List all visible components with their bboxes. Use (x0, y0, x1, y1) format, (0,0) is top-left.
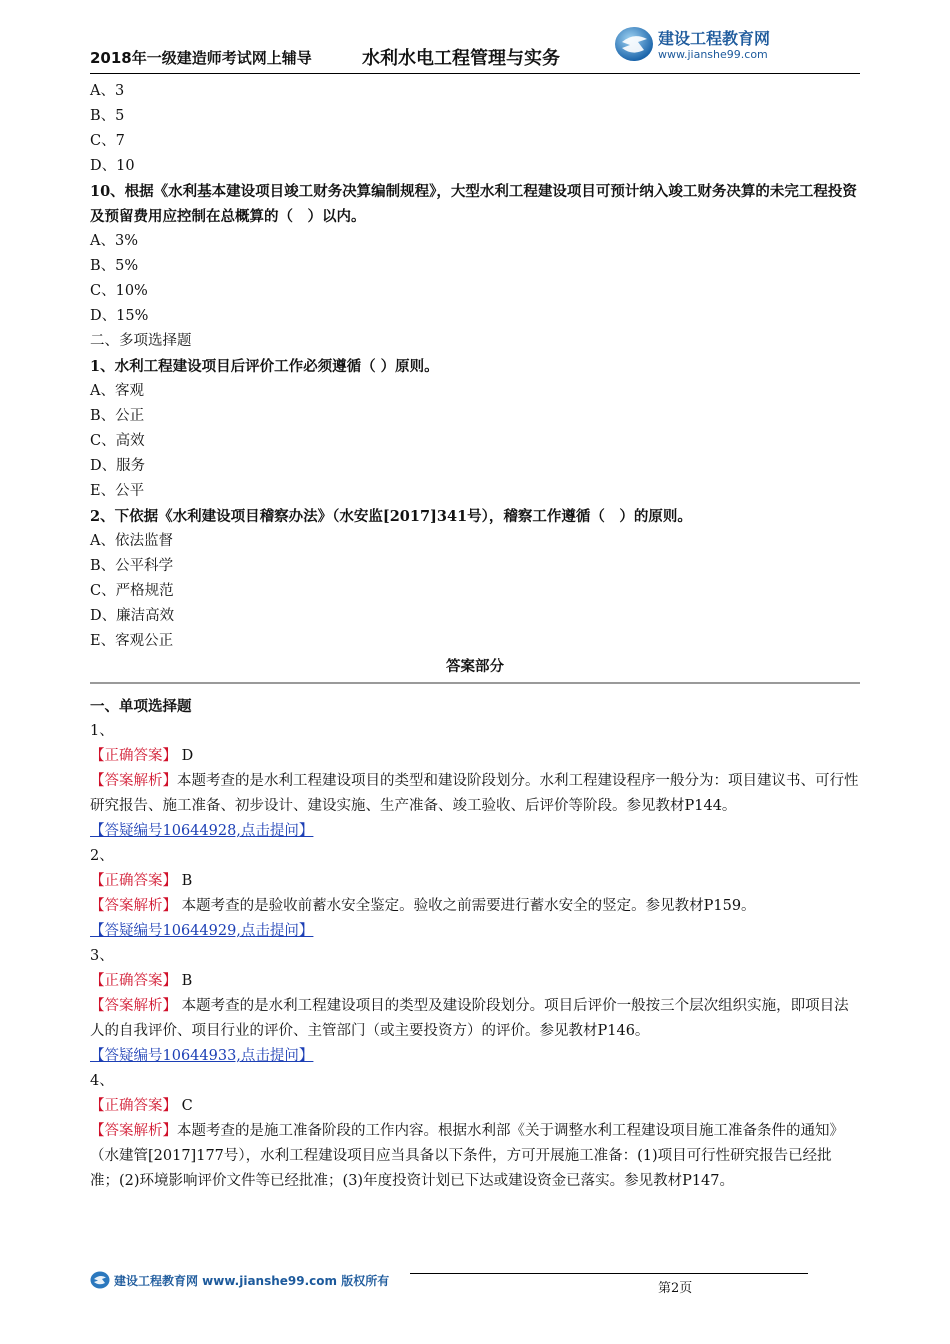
logo-title: 建设工程教育网 (658, 29, 771, 48)
answer-3-ask-link[interactable]: 【答疑编号10644933,点击提问】 (90, 1048, 314, 1064)
mq1-option-a: A、客观 (90, 383, 144, 399)
q9-option-c: C、7 (90, 133, 125, 149)
q9-option-d: D、10 (90, 158, 135, 174)
globe-logo-icon (90, 1270, 110, 1290)
analysis-label: 【答案解析】 (90, 1123, 177, 1139)
mq1-option-b: B、公正 (90, 408, 145, 424)
header-divider (90, 73, 860, 74)
answer-4-correct (90, 1094, 860, 1119)
analysis-label: 【答案解析】 (90, 898, 177, 914)
answer-1-analysis (90, 769, 860, 819)
answer-1-correct (90, 744, 860, 769)
mq2-option-a: A、依法监督 (90, 533, 173, 549)
answer-1-number: 1、 (90, 723, 114, 739)
page-number: 第2页 (658, 1281, 693, 1296)
correct-answer-label: 【正确答案】 (90, 1098, 177, 1114)
answer-2-ask-link[interactable]: 【答疑编号10644929,点击提问】 (90, 923, 314, 939)
q9-option-b: B、5 (90, 108, 125, 124)
analysis-label: 【答案解析】 (90, 998, 177, 1014)
answers-section-single: 一、单项选择题 (90, 698, 192, 715)
q10-option-b: B、5% (90, 258, 139, 274)
answer-1-value: D (181, 748, 194, 764)
mq1-stem: 1、水利工程建设项目后评价工作必须遵循（ ）原则。 (90, 358, 439, 375)
q10-option-c: C、10% (90, 283, 148, 299)
globe-logo-icon (614, 24, 654, 64)
correct-answer-label: 【正确答案】 (90, 748, 177, 764)
q9-option-a: A、3 (90, 83, 125, 99)
answer-3-correct (90, 969, 860, 994)
answer-3-analysis (90, 994, 860, 1044)
q10-stem: 10、根据《水利基本建设项目竣工财务决算编制规程》，大型水利工程建设项目可预计纳入竣工财务决算的未完工程投资及预留费用应控制在总概算的（ ）以内。 (90, 183, 857, 225)
mq1-option-e: E、公平 (90, 483, 145, 499)
logo-url: www.jianshe99.com (658, 48, 768, 61)
answer-2-correct (90, 869, 860, 894)
answer-4-analysis (90, 1119, 860, 1194)
mq2-option-c: C、严格规范 (90, 583, 174, 599)
answer-3-number: 3、 (90, 948, 114, 964)
mq2-option-b: B、公平科学 (90, 558, 174, 574)
answer-2-analysis-text: 本题考查的是验收前蓄水安全鉴定。验收之前需要进行蓄水安全的竖定。参见教材P159。 (181, 898, 756, 914)
answer-1-ask-link[interactable]: 【答疑编号10644928,点击提问】 (90, 823, 314, 839)
footer-copyright: 建设工程教育网 www.jianshe99.com 版权所有 (114, 1274, 390, 1288)
answer-2-analysis (90, 894, 860, 919)
section-multiple-choice: 二、多项选择题 (90, 333, 192, 349)
q10-option-d: D、15% (90, 308, 149, 324)
mq1-option-d: D、服务 (90, 458, 146, 474)
answer-3-value: B (181, 973, 193, 989)
correct-answer-label: 【正确答案】 (90, 973, 177, 989)
answer-2-number: 2、 (90, 848, 114, 864)
answer-4-analysis-text: 本题考查的是施工准备阶段的工作内容。根据水利部《关于调整水利工程建设项目施工准备条件的通知》（水建管[2017]177号），水利工程建设项目应当具备以下条件，方可开展施工准备：(1)项目可行性研究报告已经批准；(2)环境影响评价文件等已经批准；(3)年度投资计划已下达或建设资金已落实。参见教材P147。 (90, 1123, 844, 1189)
page-footer (90, 1268, 860, 1298)
mq2-option-e: E、客观公正 (90, 633, 174, 649)
answer-4-value: C (181, 1098, 193, 1114)
header-exam-title: 2018年一级建造师考试网上辅导 (90, 49, 312, 67)
site-logo[interactable] (614, 24, 790, 64)
correct-answer-label: 【正确答案】 (90, 873, 177, 889)
answers-title: 答案部分 (446, 658, 504, 675)
answers-divider (90, 682, 860, 684)
mq2-option-d: D、廉洁高效 (90, 608, 175, 624)
header-subject: 水利水电工程管理与实务 (362, 48, 560, 69)
answer-3-analysis-text: 本题考查的是水利工程建设项目的类型及建设阶段划分。项目后评价一般按三个层次组织实施，即项目法人的自我评价、项目行业的评价、主管部门（或主要投资方）的评价。参见教材P146。 (90, 998, 849, 1039)
mq2-stem: 2、下依据《水利建设项目稽察办法》（水安监[2017]341号），稽察工作遵循（ ）的原则。 (90, 508, 692, 525)
answer-2-value: B (181, 873, 193, 889)
analysis-label: 【答案解析】 (90, 773, 177, 789)
answer-1-analysis-text: 本题考查的是水利工程建设项目的类型和建设阶段划分。水利工程建设程序一般分为：项目建议书、可行性研究报告、施工准备、初步设计、建设实施、生产准备、竣工验收、后评价等阶段。参见教材P144。 (90, 773, 859, 814)
document-body (90, 79, 860, 1194)
page-header (90, 22, 860, 74)
q10-option-a: A、3% (90, 233, 138, 249)
footer-divider (410, 1273, 808, 1274)
mq1-option-c: C、高效 (90, 433, 145, 449)
answer-4-number: 4、 (90, 1073, 114, 1089)
